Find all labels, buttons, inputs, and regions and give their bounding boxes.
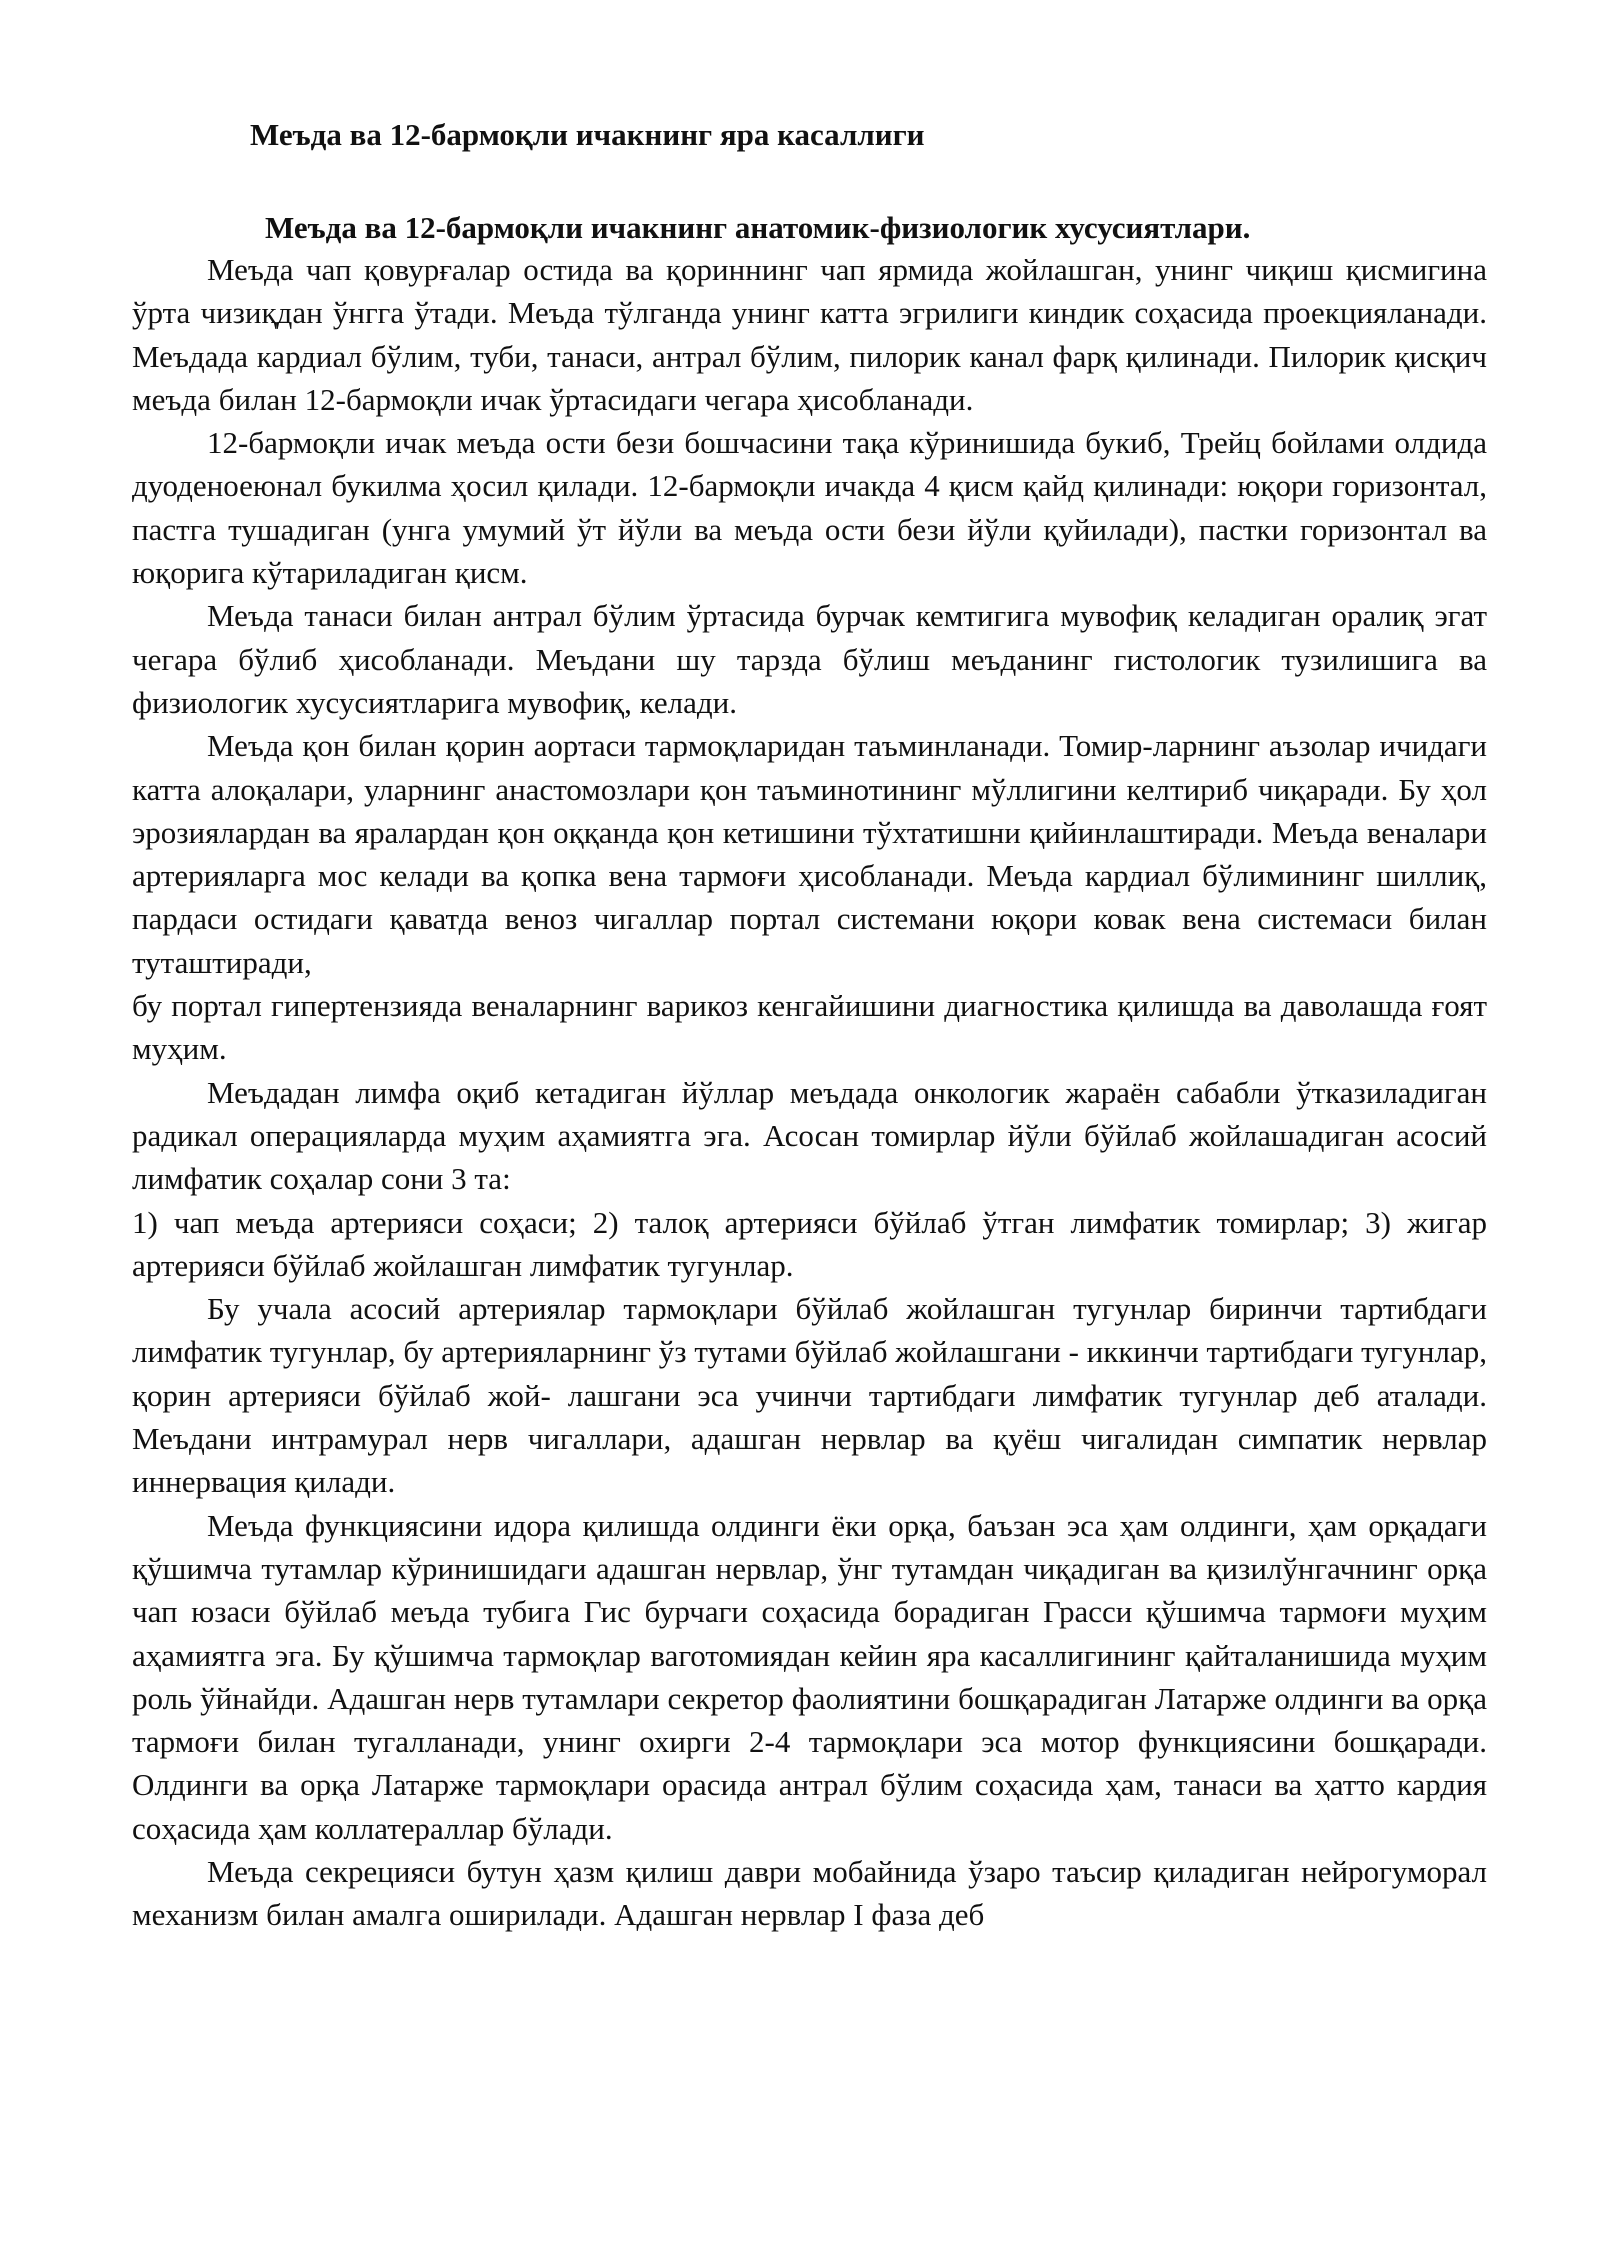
paragraph: бу портал гипертензияда веналарнинг варикоз кенгайишини диагностика қилишда ва даволашда ғоят муҳим.: [132, 988, 1487, 1067]
paragraph: Меъда функциясини идора қилишда олдинги ёки орқа, баъзан эса ҳам олдинги, ҳам орқадаги қўшимча тутамлар кўринишидаги адашган нервлар, ўнг тутамдан чиқадиган ва қизилўнгачнинг орқа чап юзаси бўйлаб меъда тубига Гис бурчаги соҳасида борадиган Грасси қўшимча тармоғи муҳим аҳамиятга эга. Бу қўшимча тармоқлар ваготомиядан кейин яра касаллигининг қайталанишида муҳим роль ўйнайди. Адашган нерв тутамлари секретор фаолиятини бошқарадиган Латарже олдинги ва орқа тармоғи билан тугалланади, унинг охирги 2-4 тармоқлари эса мотор функциясини бошқаради. Олдинги ва орқа Латарже тармоқлари орасида антрал бўлим соҳасида ҳам, танаси ва ҳатто кардия соҳасида ҳам коллатераллар бўлади.: [132, 1507, 1487, 1846]
document-title: Меъда ва 12-бармоқли ичакнинг яра касаллиги: [250, 117, 925, 152]
paragraph: 12-бармоқли ичак меъда ости бези бошчасини тақа кўринишида букиб, Трейц бойлами олдида дуоденоеюнал букилма ҳосил қилади. 12-бармоқли ичакда 4 қисм қайд қилинади: юқори горизонтал, пастга тушадиган (унга умумий ўт йўли ва меъда ости бези йўли қуйилади), пастки горизонтал ва юқорига кўтариладиган қисм.: [132, 425, 1487, 591]
paragraph: Бу учала асосий артериялар тармоқлари бўйлаб жойлашган тугунлар биринчи тартибдаги лимфатик тугунлар, бу артерияларнинг ўз тутами бўйлаб жойлашгани - иккинчи тартибдаги тугунлар, қорин артерияси бўйлаб жой- лашгани эса учинчи тартибдаги лимфатик тугунлар деб аталади. Меъдани интрамурал нерв чигаллари, адашган нервлар ва қуёш чигалидан симпатик нервлар иннервация қилади.: [132, 1291, 1487, 1500]
paragraph: Меъда чап қовурғалар остида ва қориннинг чап ярмида жойлашган, унинг чиқиш қисмигина ўрта чизиқдан ўнгга ўтади. Меъда тўлганда унинг катта эгрилиги киндик соҳасида проекцияланади. Меъдада кардиал бўлим, туби, танаси, антрал бўлим, пилорик канал фарқ қилинади. Пилорик қисқич меъда билан 12-бармоқли ичак ўртасидаги чегара ҳисобланади.: [132, 252, 1487, 417]
body-text: [132, 248, 1487, 1937]
paragraph: Меъда танаси билан антрал бўлим ўртасида бурчак кемтигига мувофиқ келадиган оралиқ эгат чегара бўлиб ҳисобланади. Меъдани шу тарзда бўлиш меъданинг гистологик тузилишига ва физиологик хусусиятларига мувофиқ, келади.: [132, 598, 1487, 720]
paragraph: Меъда қон билан қорин аортаси тармоқларидан таъминланади. Томир-ларнинг аъзолар ичидаги катта алоқалари, уларнинг анастомозлари қон таъминотининг мўллигини келтириб чиқаради. Бу ҳол эрозиялардан ва яралардан қон оққанда қон кетишини тўхтатишни қийинлаштиради. Меъда веналари артерияларга мос келади ва қопка вена тармоғи ҳисобланади. Меъда кардиал бўлимининг шиллиқ, пардаси остидаги қаватда веноз чигаллар портал системани юқори ковак вена системаси билан туташтиради,: [132, 728, 1487, 980]
paragraph: Меъда секрецияси бутун ҳазм қилиш даври мобайнида ўзаро таъсир қиладиган нейрогуморал механизм билан амалга оширилади. Адашган нервлар I фаза деб: [132, 1853, 1487, 1933]
paragraph: Меъдадан лимфа оқиб кетадиган йўллар меъдада онкологик жараён сабабли ўтказиладиган радикал операцияларда муҳим аҳамиятга эга. Асосан томирлар йўли бўйлаб жойлашадиган асосий лимфатик соҳалар сони 3 та:: [132, 1074, 1487, 1197]
section-heading: Меъда ва 12-бармоқли ичакнинг анатомик-физиологик хусусиятлари.: [265, 210, 1251, 245]
paragraph: 1) чап меъда артерияси соҳаси; 2) талоқ артерияси бўйлаб ўтган лимфатик томирлар; 3) жигар артерияси бўйлаб жойлашган лимфатик тугунлар.: [132, 1204, 1487, 1283]
